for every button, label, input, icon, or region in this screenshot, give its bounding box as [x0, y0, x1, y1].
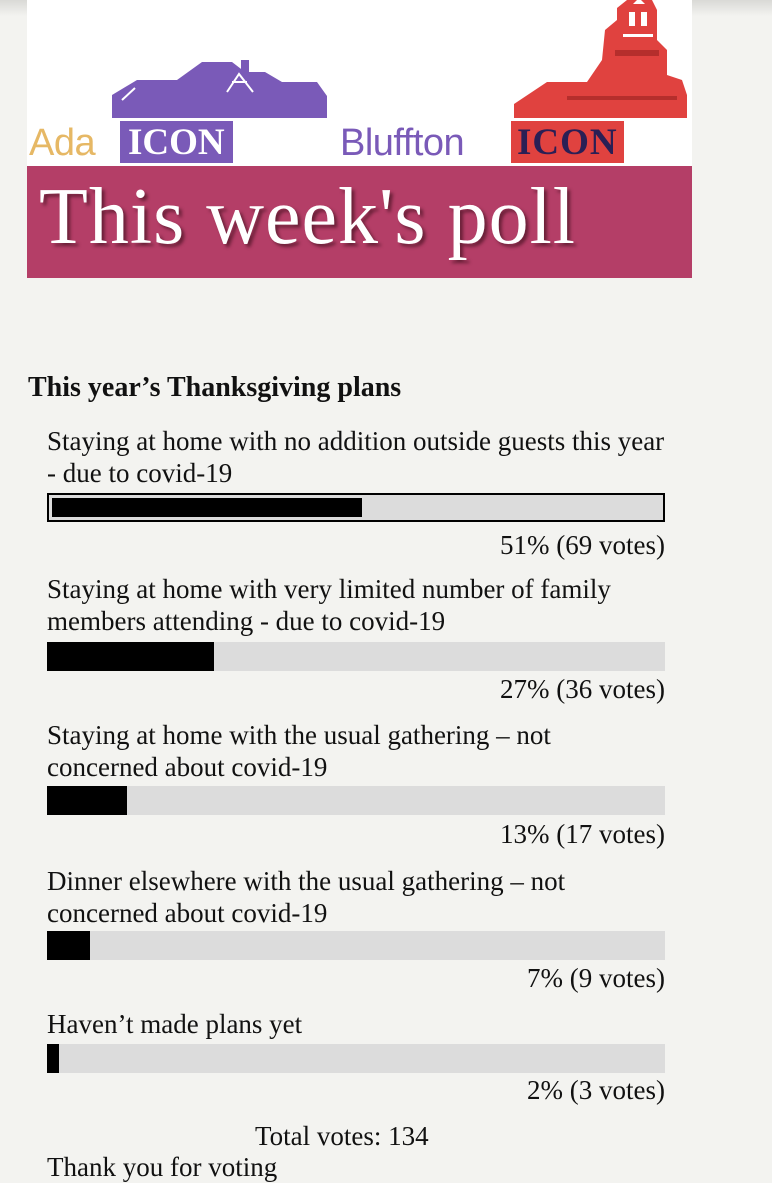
poll-option [47, 865, 665, 993]
option-result: 2% (3 votes) [527, 1075, 665, 1105]
bluffton-icon-badge: ICON [511, 121, 624, 163]
poll-title: This week's poll [39, 173, 577, 261]
ada-icon-badge: ICON [120, 121, 233, 163]
option-label: Staying at home with very limited number of family members attending - due to covid-19 [47, 574, 611, 636]
option-label: Dinner elsewhere with the usual gathering – not concerned about covid-19 [47, 866, 566, 928]
option-result: 27% (36 votes) [500, 674, 665, 704]
option-result: 13% (17 votes) [500, 819, 665, 849]
option-result: 51% (69 votes) [500, 530, 665, 560]
option-label: Staying at home with the usual gathering – not concerned about covid-19 [47, 720, 551, 782]
ada-wordmark: Ada [29, 122, 96, 164]
brand-logos [27, 118, 692, 164]
option-label: Haven’t made plans yet [47, 1009, 303, 1039]
result-bar [47, 931, 665, 960]
result-bar [47, 786, 665, 815]
option-label: Staying at home with no addition outside guests this year - due to covid-19 [47, 426, 665, 488]
poll-title-band [27, 166, 692, 278]
poll-banner [27, 0, 692, 278]
poll-option [47, 573, 665, 704]
result-bar-fill [47, 931, 90, 960]
result-bar-fill [47, 1044, 59, 1073]
result-bar-fill [52, 498, 362, 517]
thank-you-message: Thank you for voting [47, 1152, 278, 1182]
poll-option [47, 1008, 665, 1105]
result-bar-fill [47, 786, 127, 815]
total-votes: Total votes: 134 [255, 1121, 429, 1151]
poll-question: This year’s Thanksgiving plans [28, 372, 402, 403]
result-bar [47, 1044, 665, 1073]
result-bar-fill [47, 642, 214, 671]
bluffton-wordmark: Bluffton [340, 122, 465, 164]
poll-option [47, 425, 665, 560]
result-bar [47, 642, 665, 671]
result-bar [47, 493, 665, 522]
option-result: 7% (9 votes) [527, 963, 665, 993]
poll-option [47, 719, 665, 849]
